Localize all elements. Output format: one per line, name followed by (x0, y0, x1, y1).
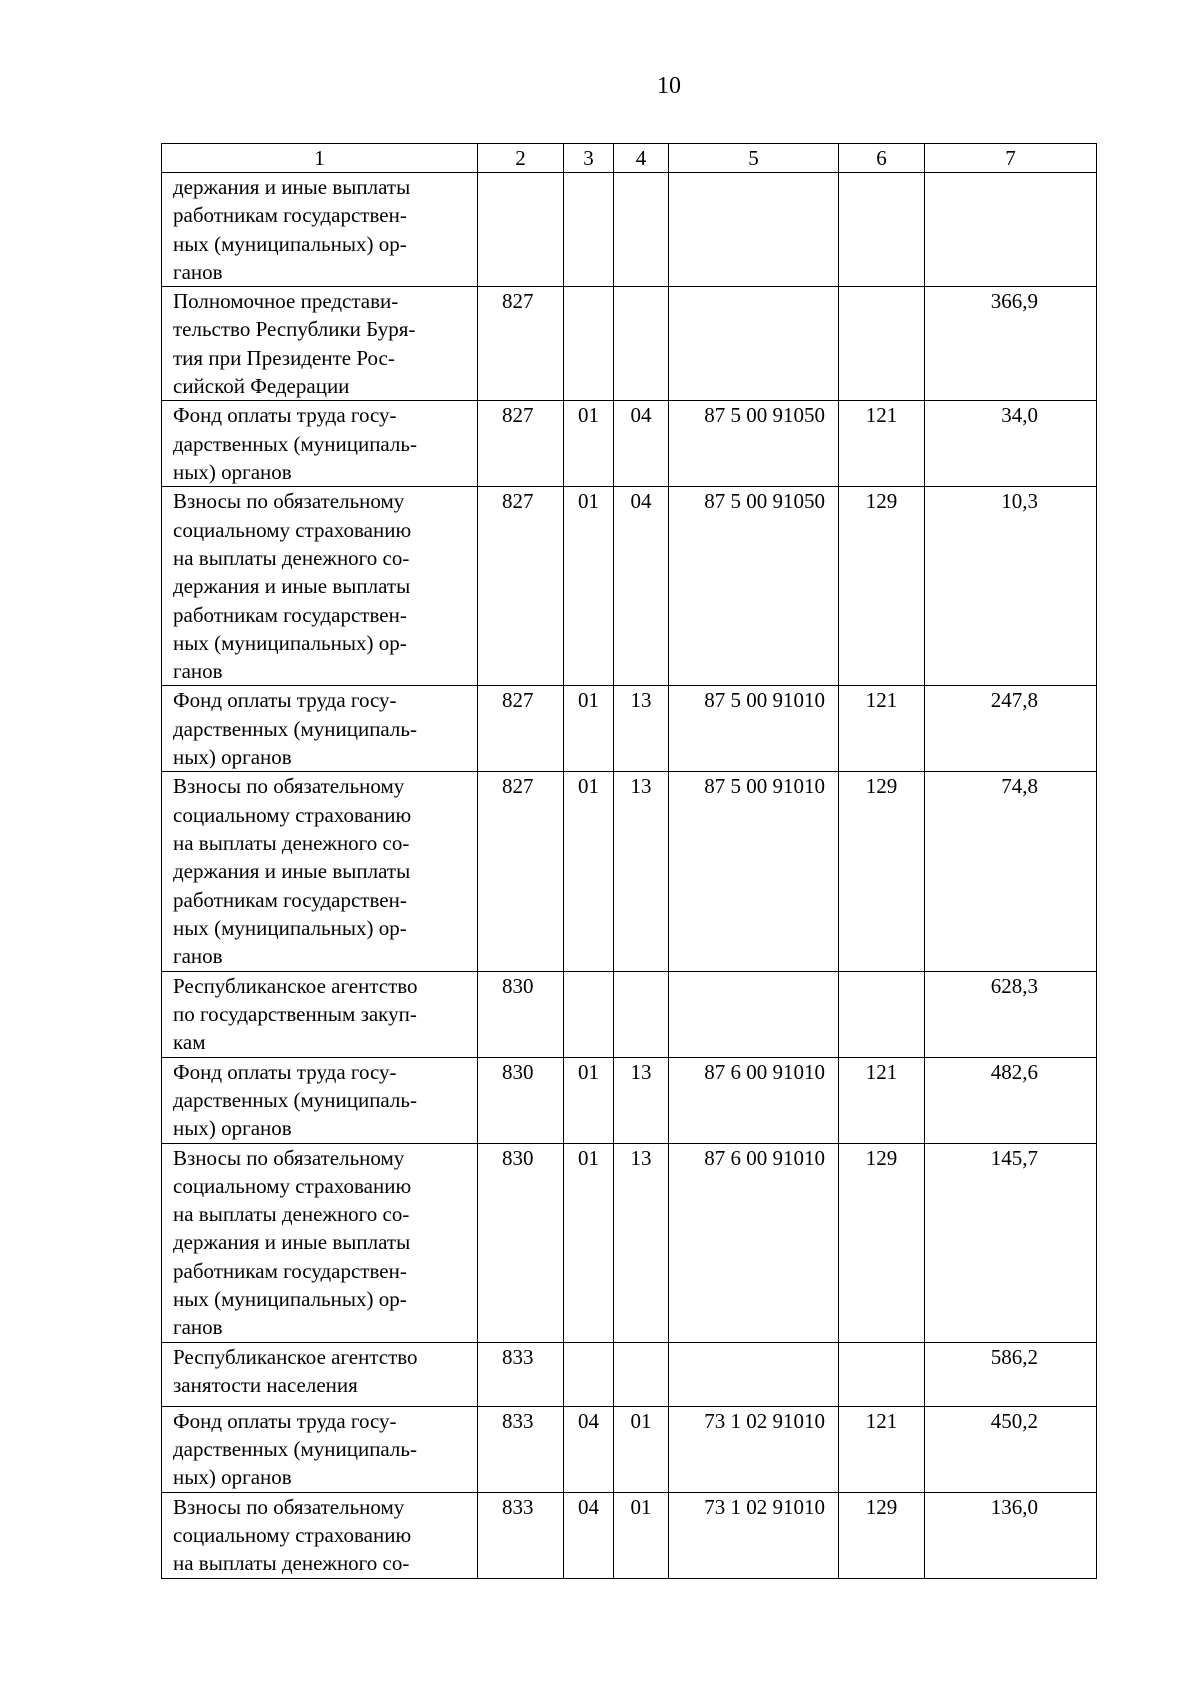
row-amount-cell: 145,7 (925, 1143, 1097, 1342)
row-section-cell: 04 (564, 1492, 614, 1578)
row-gov-cell: 827 (478, 401, 564, 487)
row-amount-cell (925, 173, 1097, 287)
header-cell: 7 (925, 144, 1097, 173)
row-amount-cell: 247,8 (925, 686, 1097, 772)
page-number: 10 (657, 73, 681, 99)
row-amount-cell: 34,0 (925, 401, 1097, 487)
row-name-cell: держания и иные выплаты работникам государствен- ных (муниципальных) ор- ганов (162, 173, 478, 287)
header-cell: 6 (839, 144, 925, 173)
header-cell: 3 (564, 144, 614, 173)
row-section-cell (564, 1342, 614, 1406)
row-code-cell: 87 5 00 91010 (669, 686, 839, 772)
row-code-cell: 87 6 00 91010 (669, 1143, 839, 1342)
table-row (162, 971, 1097, 1057)
row-code-cell: 87 6 00 91010 (669, 1057, 839, 1143)
row-name-cell: Фонд оплаты труда госу- дарственных (муниципаль- ных) органов (162, 1406, 478, 1492)
row-section-cell: 01 (564, 772, 614, 971)
table-row (162, 1057, 1097, 1143)
row-gov-cell: 833 (478, 1406, 564, 1492)
row-type-cell: 129 (839, 772, 925, 971)
row-subsection-cell: 13 (614, 1143, 669, 1342)
row-code-cell: 73 1 02 91010 (669, 1492, 839, 1578)
row-code-cell (669, 971, 839, 1057)
table-row (162, 487, 1097, 686)
row-amount-cell: 10,3 (925, 487, 1097, 686)
row-gov-cell: 827 (478, 686, 564, 772)
row-type-cell: 129 (839, 1143, 925, 1342)
row-amount-cell: 74,8 (925, 772, 1097, 971)
row-type-cell: 121 (839, 1406, 925, 1492)
row-subsection-cell: 13 (614, 772, 669, 971)
header-cell: 5 (669, 144, 839, 173)
row-subsection-cell: 04 (614, 401, 669, 487)
table-row (162, 1492, 1097, 1578)
row-section-cell (564, 173, 614, 287)
row-type-cell (839, 971, 925, 1057)
row-gov-cell: 827 (478, 487, 564, 686)
row-gov-cell: 830 (478, 1057, 564, 1143)
row-type-cell (839, 1342, 925, 1406)
row-section-cell: 01 (564, 401, 614, 487)
row-amount-cell: 136,0 (925, 1492, 1097, 1578)
row-subsection-cell (614, 971, 669, 1057)
row-name-cell: Фонд оплаты труда госу- дарственных (муниципаль- ных) органов (162, 686, 478, 772)
row-subsection-cell: 13 (614, 686, 669, 772)
row-type-cell (839, 287, 925, 401)
row-gov-cell: 833 (478, 1492, 564, 1578)
row-name-cell: Республиканское агентство по государственным закуп- кам (162, 971, 478, 1057)
row-type-cell: 129 (839, 1492, 925, 1578)
row-subsection-cell: 01 (614, 1492, 669, 1578)
row-section-cell: 01 (564, 686, 614, 772)
table-row (162, 1342, 1097, 1406)
row-name-cell: Взносы по обязательному социальному страхованию на выплаты денежного со- держания и иные выплаты работникам государствен- ных (муниципальных) ор- ганов (162, 487, 478, 686)
row-amount-cell: 586,2 (925, 1342, 1097, 1406)
table-row (162, 287, 1097, 401)
row-code-cell (669, 1342, 839, 1406)
row-code-cell: 87 5 00 91050 (669, 487, 839, 686)
row-name-cell: Взносы по обязательному социальному страхованию на выплаты денежного со- держания и иные выплаты работникам государствен- ных (муниципальных) ор- ганов (162, 772, 478, 971)
row-code-cell: 87 5 00 91010 (669, 772, 839, 971)
row-gov-cell: 833 (478, 1342, 564, 1406)
table-row (162, 1406, 1097, 1492)
table-row (162, 1143, 1097, 1342)
row-name-cell: Взносы по обязательному социальному страхованию на выплаты денежного со- (162, 1492, 478, 1578)
row-subsection-cell (614, 173, 669, 287)
row-section-cell (564, 287, 614, 401)
header-cell: 1 (162, 144, 478, 173)
row-name-cell: Республиканское агентство занятости населения (162, 1342, 478, 1406)
row-subsection-cell (614, 287, 669, 401)
row-section-cell: 01 (564, 1143, 614, 1342)
row-section-cell (564, 971, 614, 1057)
row-name-cell: Фонд оплаты труда госу- дарственных (муниципаль- ных) органов (162, 1057, 478, 1143)
row-amount-cell: 366,9 (925, 287, 1097, 401)
row-gov-cell: 830 (478, 971, 564, 1057)
table-row (162, 173, 1097, 287)
table-header-row (162, 144, 1097, 173)
row-name-cell: Полномочное представи- тельство Республики Буря- тия при Президенте Рос- сийской Федерации (162, 287, 478, 401)
row-name-cell: Фонд оплаты труда госу- дарственных (муниципаль- ных) органов (162, 401, 478, 487)
row-section-cell: 04 (564, 1406, 614, 1492)
row-subsection-cell (614, 1342, 669, 1406)
row-type-cell: 129 (839, 487, 925, 686)
row-gov-cell: 830 (478, 1143, 564, 1342)
table-row (162, 686, 1097, 772)
budget-table (161, 143, 1097, 1579)
row-type-cell (839, 173, 925, 287)
header-cell: 2 (478, 144, 564, 173)
row-type-cell: 121 (839, 401, 925, 487)
row-subsection-cell: 01 (614, 1406, 669, 1492)
row-code-cell (669, 173, 839, 287)
row-gov-cell: 827 (478, 287, 564, 401)
row-subsection-cell: 13 (614, 1057, 669, 1143)
row-amount-cell: 482,6 (925, 1057, 1097, 1143)
row-code-cell (669, 287, 839, 401)
row-code-cell: 87 5 00 91050 (669, 401, 839, 487)
row-type-cell: 121 (839, 686, 925, 772)
table-body (162, 144, 1097, 1579)
row-subsection-cell: 04 (614, 487, 669, 686)
row-code-cell: 73 1 02 91010 (669, 1406, 839, 1492)
row-section-cell: 01 (564, 487, 614, 686)
row-amount-cell: 450,2 (925, 1406, 1097, 1492)
row-type-cell: 121 (839, 1057, 925, 1143)
row-gov-cell (478, 173, 564, 287)
table-row (162, 772, 1097, 971)
row-name-cell: Взносы по обязательному социальному страхованию на выплаты денежного со- держания и иные выплаты работникам государствен- ных (муниципальных) ор- ганов (162, 1143, 478, 1342)
header-cell: 4 (614, 144, 669, 173)
row-gov-cell: 827 (478, 772, 564, 971)
row-amount-cell: 628,3 (925, 971, 1097, 1057)
row-section-cell: 01 (564, 1057, 614, 1143)
table-row (162, 401, 1097, 487)
